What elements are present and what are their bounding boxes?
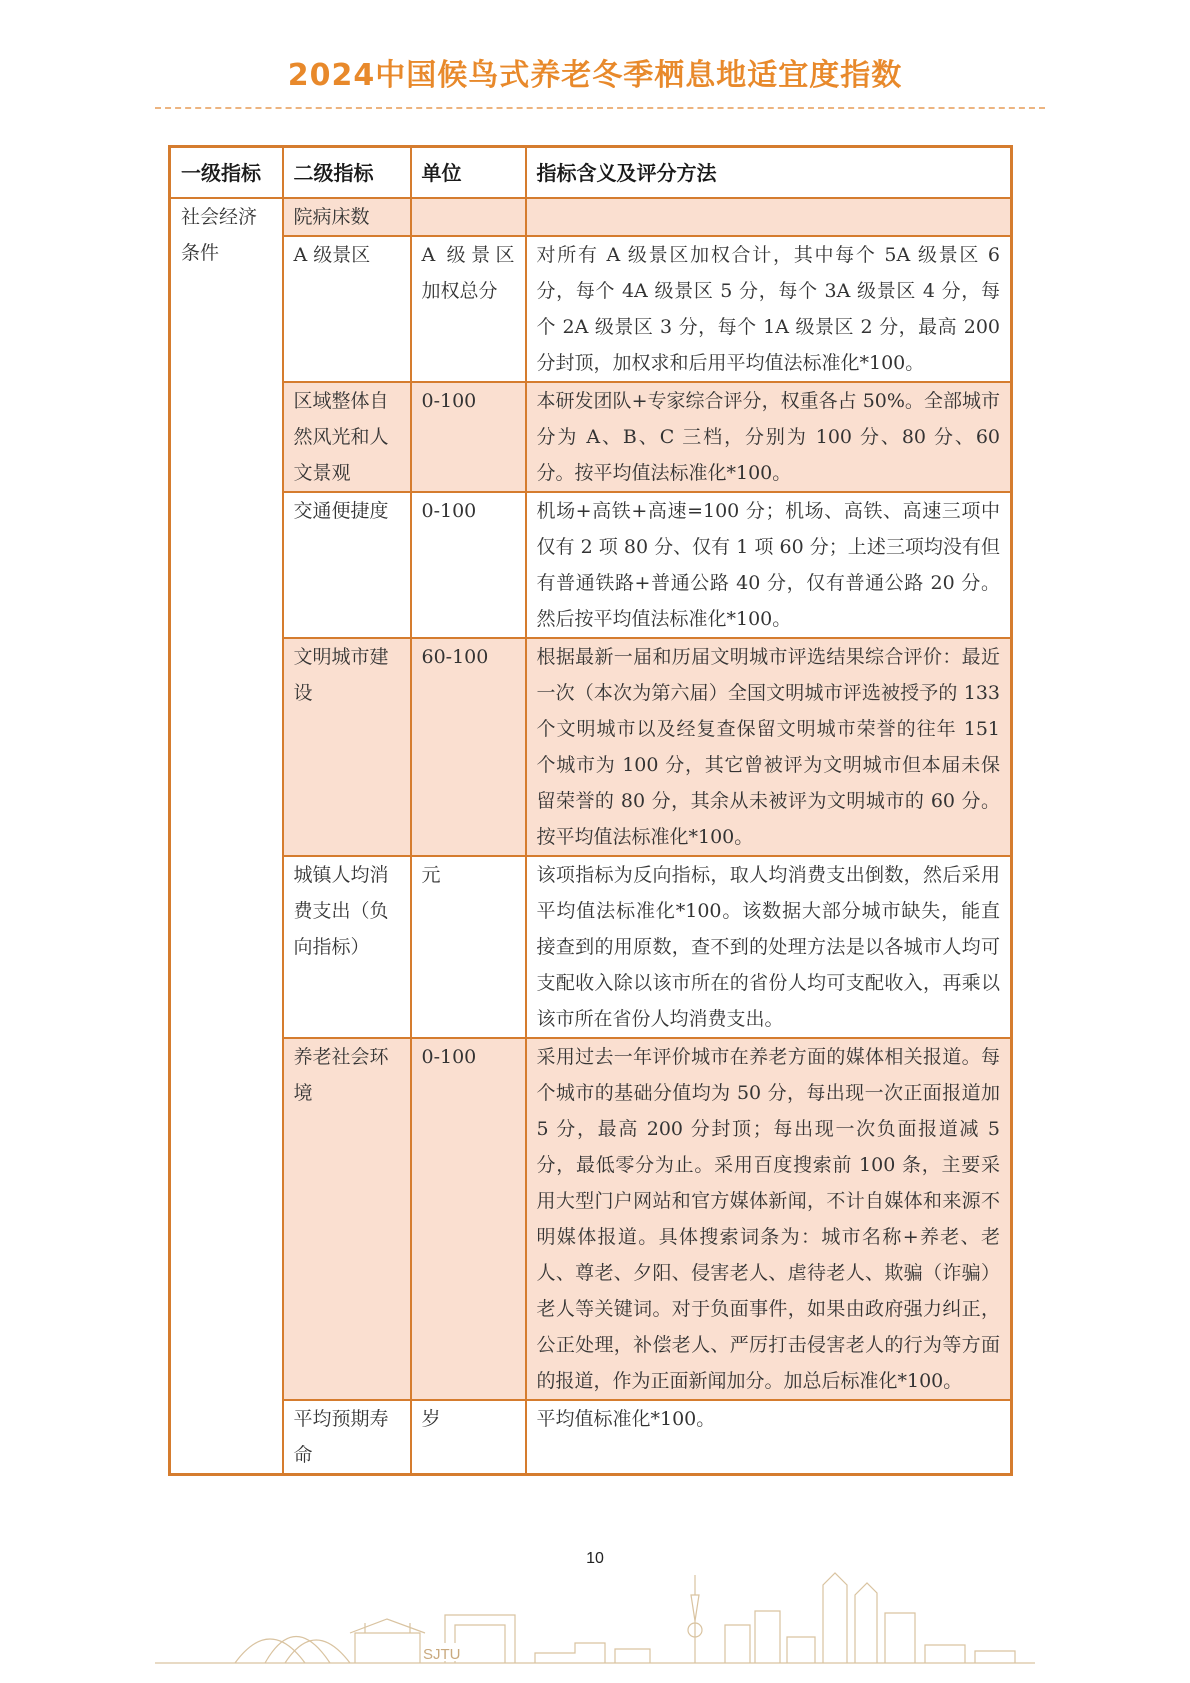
- header-level2: 二级指标: [283, 147, 411, 199]
- header-description: 指标含义及评分方法: [526, 147, 1012, 199]
- indicator-unit: 0-100: [411, 1038, 526, 1400]
- indicator-unit: 岁: [411, 1400, 526, 1475]
- indicator-unit: A 级景区加权总分: [411, 236, 526, 382]
- level1-indicator: 社会经济条件: [170, 198, 283, 1475]
- indicator-description: 平均值标准化*100。: [526, 1400, 1012, 1475]
- indicator-description: [526, 198, 1012, 236]
- header-level1: 一级指标: [170, 147, 283, 199]
- table-row: [170, 1400, 1012, 1475]
- indicator-name: 区域整体自然风光和人文景观: [283, 382, 411, 492]
- indicator-unit: 元: [411, 856, 526, 1038]
- indicator-description: 对所有 A 级景区加权合计，其中每个 5A 级景区 6 分，每个 4A 级景区 5 分，每个 3A 级景区 4 分，每个 2A 级景区 3 分，每个 1A 级景区 2 分，最高 200 分封顶，加权求和后用平均值法标准化*100。: [526, 236, 1012, 382]
- table-row: [170, 638, 1012, 856]
- indicator-name: 平均预期寿命: [283, 1400, 411, 1475]
- indicator-description: 机场+高铁+高速=100 分；机场、高铁、高速三项中仅有 2 项 80 分、仅有 1 项 60 分；上述三项均没有但有普通铁路+普通公路 40 分，仅有普通公路 20 分。然后按平均值法标准化*100。: [526, 492, 1012, 638]
- indicator-table: [168, 145, 1013, 1476]
- header-unit: 单位: [411, 147, 526, 199]
- indicator-name: 文明城市建设: [283, 638, 411, 856]
- table-header-row: [170, 147, 1012, 199]
- indicator-description: 采用过去一年评价城市在养老方面的媒体相关报道。每个城市的基础分值均为 50 分，每出现一次正面报道加 5 分，最高 200 分封顶；每出现一次负面报道减 5 分，最低零分为止。采用百度搜索前 100 条，主要采用大型门户网站和官方媒体新闻，不计自媒体和来源不明媒体报道。具体搜索词条为：城市名称+养老、老人、尊老、夕阳、侵害老人、虐待老人、欺骗（诈骗）老人等关键词。对于负面事件，如果由政府强力纠正，公正处理，补偿老人、严厉打击侵害老人的行为等方面的报道，作为正面新闻加分。加总后标准化*100。: [526, 1038, 1012, 1400]
- table-row: [170, 1038, 1012, 1400]
- indicator-name: A 级景区: [283, 236, 411, 382]
- page-number: 10: [586, 1550, 604, 1567]
- title-divider: [155, 107, 1045, 109]
- city-skyline-illustration: [155, 1555, 1035, 1670]
- indicator-name: 城镇人均消费支出（负向指标）: [283, 856, 411, 1038]
- svg-text:SJTU: SJTU: [423, 1646, 461, 1663]
- indicator-name: 养老社会环境: [283, 1038, 411, 1400]
- indicator-description: 本研发团队+专家综合评分，权重各占 50%。全部城市分为 A、B、C 三档，分别为 100 分、80 分、60 分。按平均值法标准化*100。: [526, 382, 1012, 492]
- table-row: [170, 198, 1012, 236]
- page-title: 2024中国候鸟式养老冬季栖息地适宜度指数: [287, 58, 903, 93]
- indicator-name: 交通便捷度: [283, 492, 411, 638]
- indicator-unit: 0-100: [411, 492, 526, 638]
- indicator-unit: 0-100: [411, 382, 526, 492]
- indicator-unit: [411, 198, 526, 236]
- table-row: [170, 856, 1012, 1038]
- indicator-description: 根据最新一届和历届文明城市评选结果综合评价：最近一次（本次为第六届）全国文明城市评选被授予的 133 个文明城市以及经复查保留文明城市荣誉的往年 151 个城市为 100 分，其它曾被评为文明城市但本届未保留荣誉的 80 分，其余从未被评为文明城市的 60 分。按平均值法标准化*100。: [526, 638, 1012, 856]
- table-row: [170, 382, 1012, 492]
- indicator-unit: 60-100: [411, 638, 526, 856]
- table-row: [170, 492, 1012, 638]
- indicator-name: 院病床数: [283, 198, 411, 236]
- indicator-description: 该项指标为反向指标，取人均消费支出倒数，然后采用平均值法标准化*100。该数据大部分城市缺失，能直接查到的用原数，查不到的处理方法是以各城市人均可支配收入除以该市所在的省份人均可支配收入，再乘以该市所在省份人均消费支出。: [526, 856, 1012, 1038]
- sjtu-logo: [421, 1643, 469, 1663]
- table-row: [170, 236, 1012, 382]
